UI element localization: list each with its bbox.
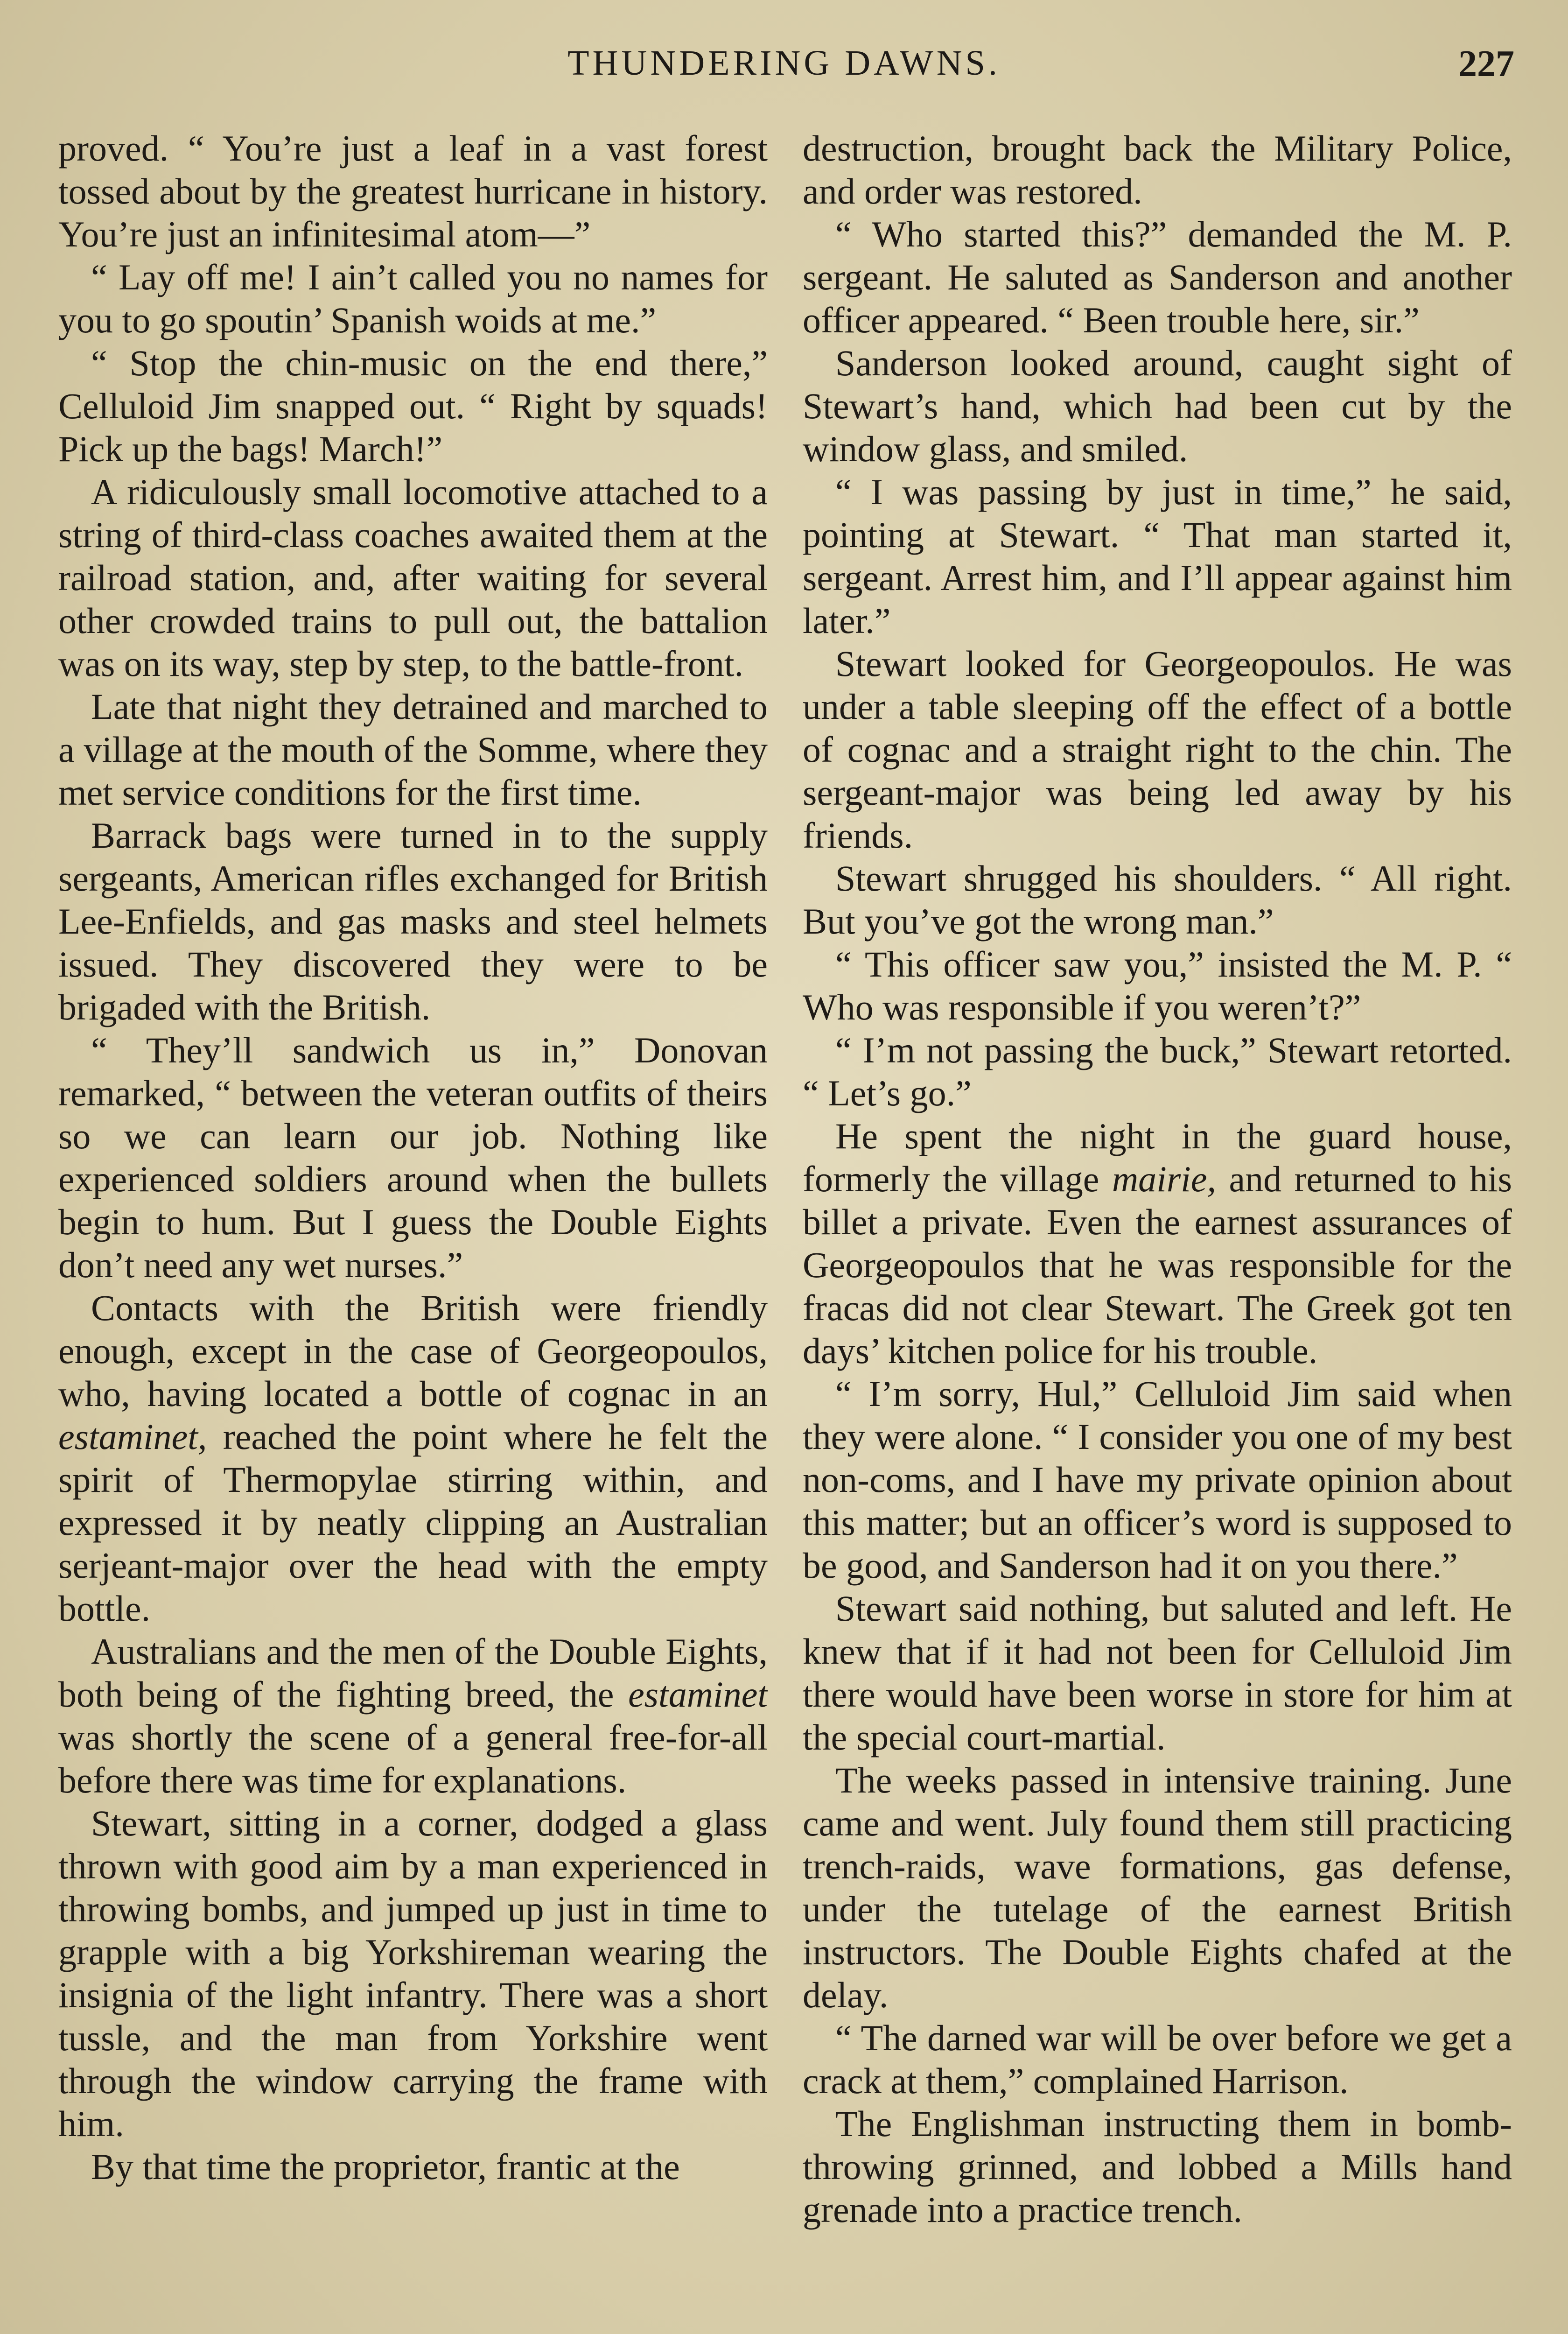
paragraph: “ This officer saw you,” insisted the M. P. “ Who was responsible if you weren’t?” [803, 944, 1512, 1027]
paragraph: “ The darned war will be over before we get a crack at them,” complained Harrison. [803, 2018, 1512, 2101]
text-run: Contacts with the British were friendly enough, except in the case of Georgeopoulos, who, having located a bottle of cognac in an [58, 1287, 768, 1414]
text-run: reached the point where he felt the spirit of Thermopylae stirring within, and expressed it by neatly clipping an Australian serjeant-major over the head with the empty bottle. [58, 1416, 768, 1629]
italic-word: mairie, [1112, 1159, 1216, 1199]
paragraph: “ I’m sorry, Hul,” Celluloid Jim said when they were alone. “ I consider you one of my best non-coms, and I have my private opinion about this matter; but an officer’s word is supposed to be good, and Sanderson had it on you there.” [803, 1373, 1512, 1586]
paragraph [58, 1287, 768, 1630]
paragraph: By that time the proprietor, frantic at the [91, 2146, 680, 2187]
italic-word: estaminet, [58, 1416, 207, 1457]
paragraph: “ Who started this?” demanded the M. P. sergeant. He saluted as Sanderson and another officer appeared. “ Been trouble here, sir.” [803, 214, 1512, 340]
paragraph: The Englishman instructing them in bomb-throwing grinned, and lobbed a Mills hand grenade into a practice trench. [803, 2103, 1512, 2230]
paragraph: “ Lay off me! I ain’t called you no names for you to go spoutin’ Spanish woids at me.” [58, 257, 768, 340]
paragraph: Stewart shrugged his shoulders. “ All right. But you’ve got the wrong man.” [803, 858, 1512, 942]
running-title: THUNDERING DAWNS. [567, 43, 1001, 83]
paragraph: “ They’ll sandwich us in,” Donovan remarked, “ between the veteran outfits of theirs so we can learn our job. Nothing like experienced soldiers around when the bullets begin to hum. But I guess the Double Eights don’t need any wet nurses.” [58, 1030, 768, 1285]
paragraph: “ I’m not passing the buck,” Stewart retorted. “ Let’s go.” [803, 1030, 1512, 1113]
paragraph: Stewart, sitting in a corner, dodged a glass thrown with good aim by a man experienced in throwing bombs, and jumped up just in time to grapple with a big Yorkshireman wearing the insignia of the light infantry. There was a short tussle, and the man from Yorkshire went through the window carrying the frame with him. [58, 1803, 768, 2144]
text-run: and returned to his billet a private. Even the earnest assurances of Georgeopoulos that he was responsible for the fracas did not clear Stewart. The Greek got ten days’ kitchen police for his trouble. [803, 1159, 1512, 1371]
paragraph: Sanderson looked around, caught sight of Stewart’s hand, which had been cut by the window glass, and smiled. [803, 343, 1512, 469]
page-header [0, 43, 1568, 94]
paragraph: Barrack bags were turned in to the supply sergeants, American rifles exchanged for British Lee-Enfields, and gas masks and steel helmets issued. They discovered they were to be brigaded with the British. [58, 815, 768, 1027]
text-run: was shortly the scene of a general free-for-all before there was time for explanations. [58, 1717, 768, 1800]
paragraph: The weeks passed in intensive training. June came and went. July found them still practicing trench-raids, wave formations, gas defense, under the tutelage of the earnest British instructors. The Double Eights chafed at the delay. [803, 1760, 1512, 2015]
italic-word: estaminet [628, 1674, 768, 1715]
paragraph [803, 1115, 1512, 1372]
text-run: Australians and the men of the Double Eights, both being of the fighting breed, the [58, 1631, 768, 1715]
paragraph: destruction, brought back the Military Police, and order was restored. [803, 128, 1512, 211]
right-column [803, 127, 1512, 2334]
paragraph: Late that night they detrained and marched to a village at the mouth of the Somme, where they met service conditions for the first time. [58, 686, 768, 813]
paragraph: A ridiculously small locomotive attached to a string of third-class coaches awaited them at the railroad station, and, after waiting for several other crowded trains to pull out, the battalion was on its way, step by step, to the battle-front. [58, 471, 768, 684]
text-run: He spent the night in the guard house, formerly the village [803, 1116, 1512, 1199]
paragraph: Stewart looked for Georgeopoulos. He was under a table sleeping off the effect of a bottle of cognac and a straight right to the chin. The sergeant-major was being led away by his friends. [803, 643, 1512, 856]
paragraph: “ I was passing by just in time,” he said, pointing at Stewart. “ That man started it, sergeant. Arrest him, and I’ll appear against him later.” [803, 471, 1512, 641]
paragraph: proved. “ You’re just a leaf in a vast forest tossed about by the greatest hurricane in history. You’re just an infinitesimal atom—” [58, 128, 768, 254]
paragraph [58, 1630, 768, 1802]
paragraph: Stewart said nothing, but saluted and left. He knew that if it had not been for Celluloid Jim there would have been worse in store for him at the special court-martial. [803, 1588, 1512, 1758]
left-column [58, 127, 768, 2334]
page-number: 227 [1458, 43, 1514, 84]
paragraph: “ Stop the chin-music on the end there,” Celluloid Jim snapped out. “ Right by squads! Pick up the bags! March!” [58, 343, 768, 469]
